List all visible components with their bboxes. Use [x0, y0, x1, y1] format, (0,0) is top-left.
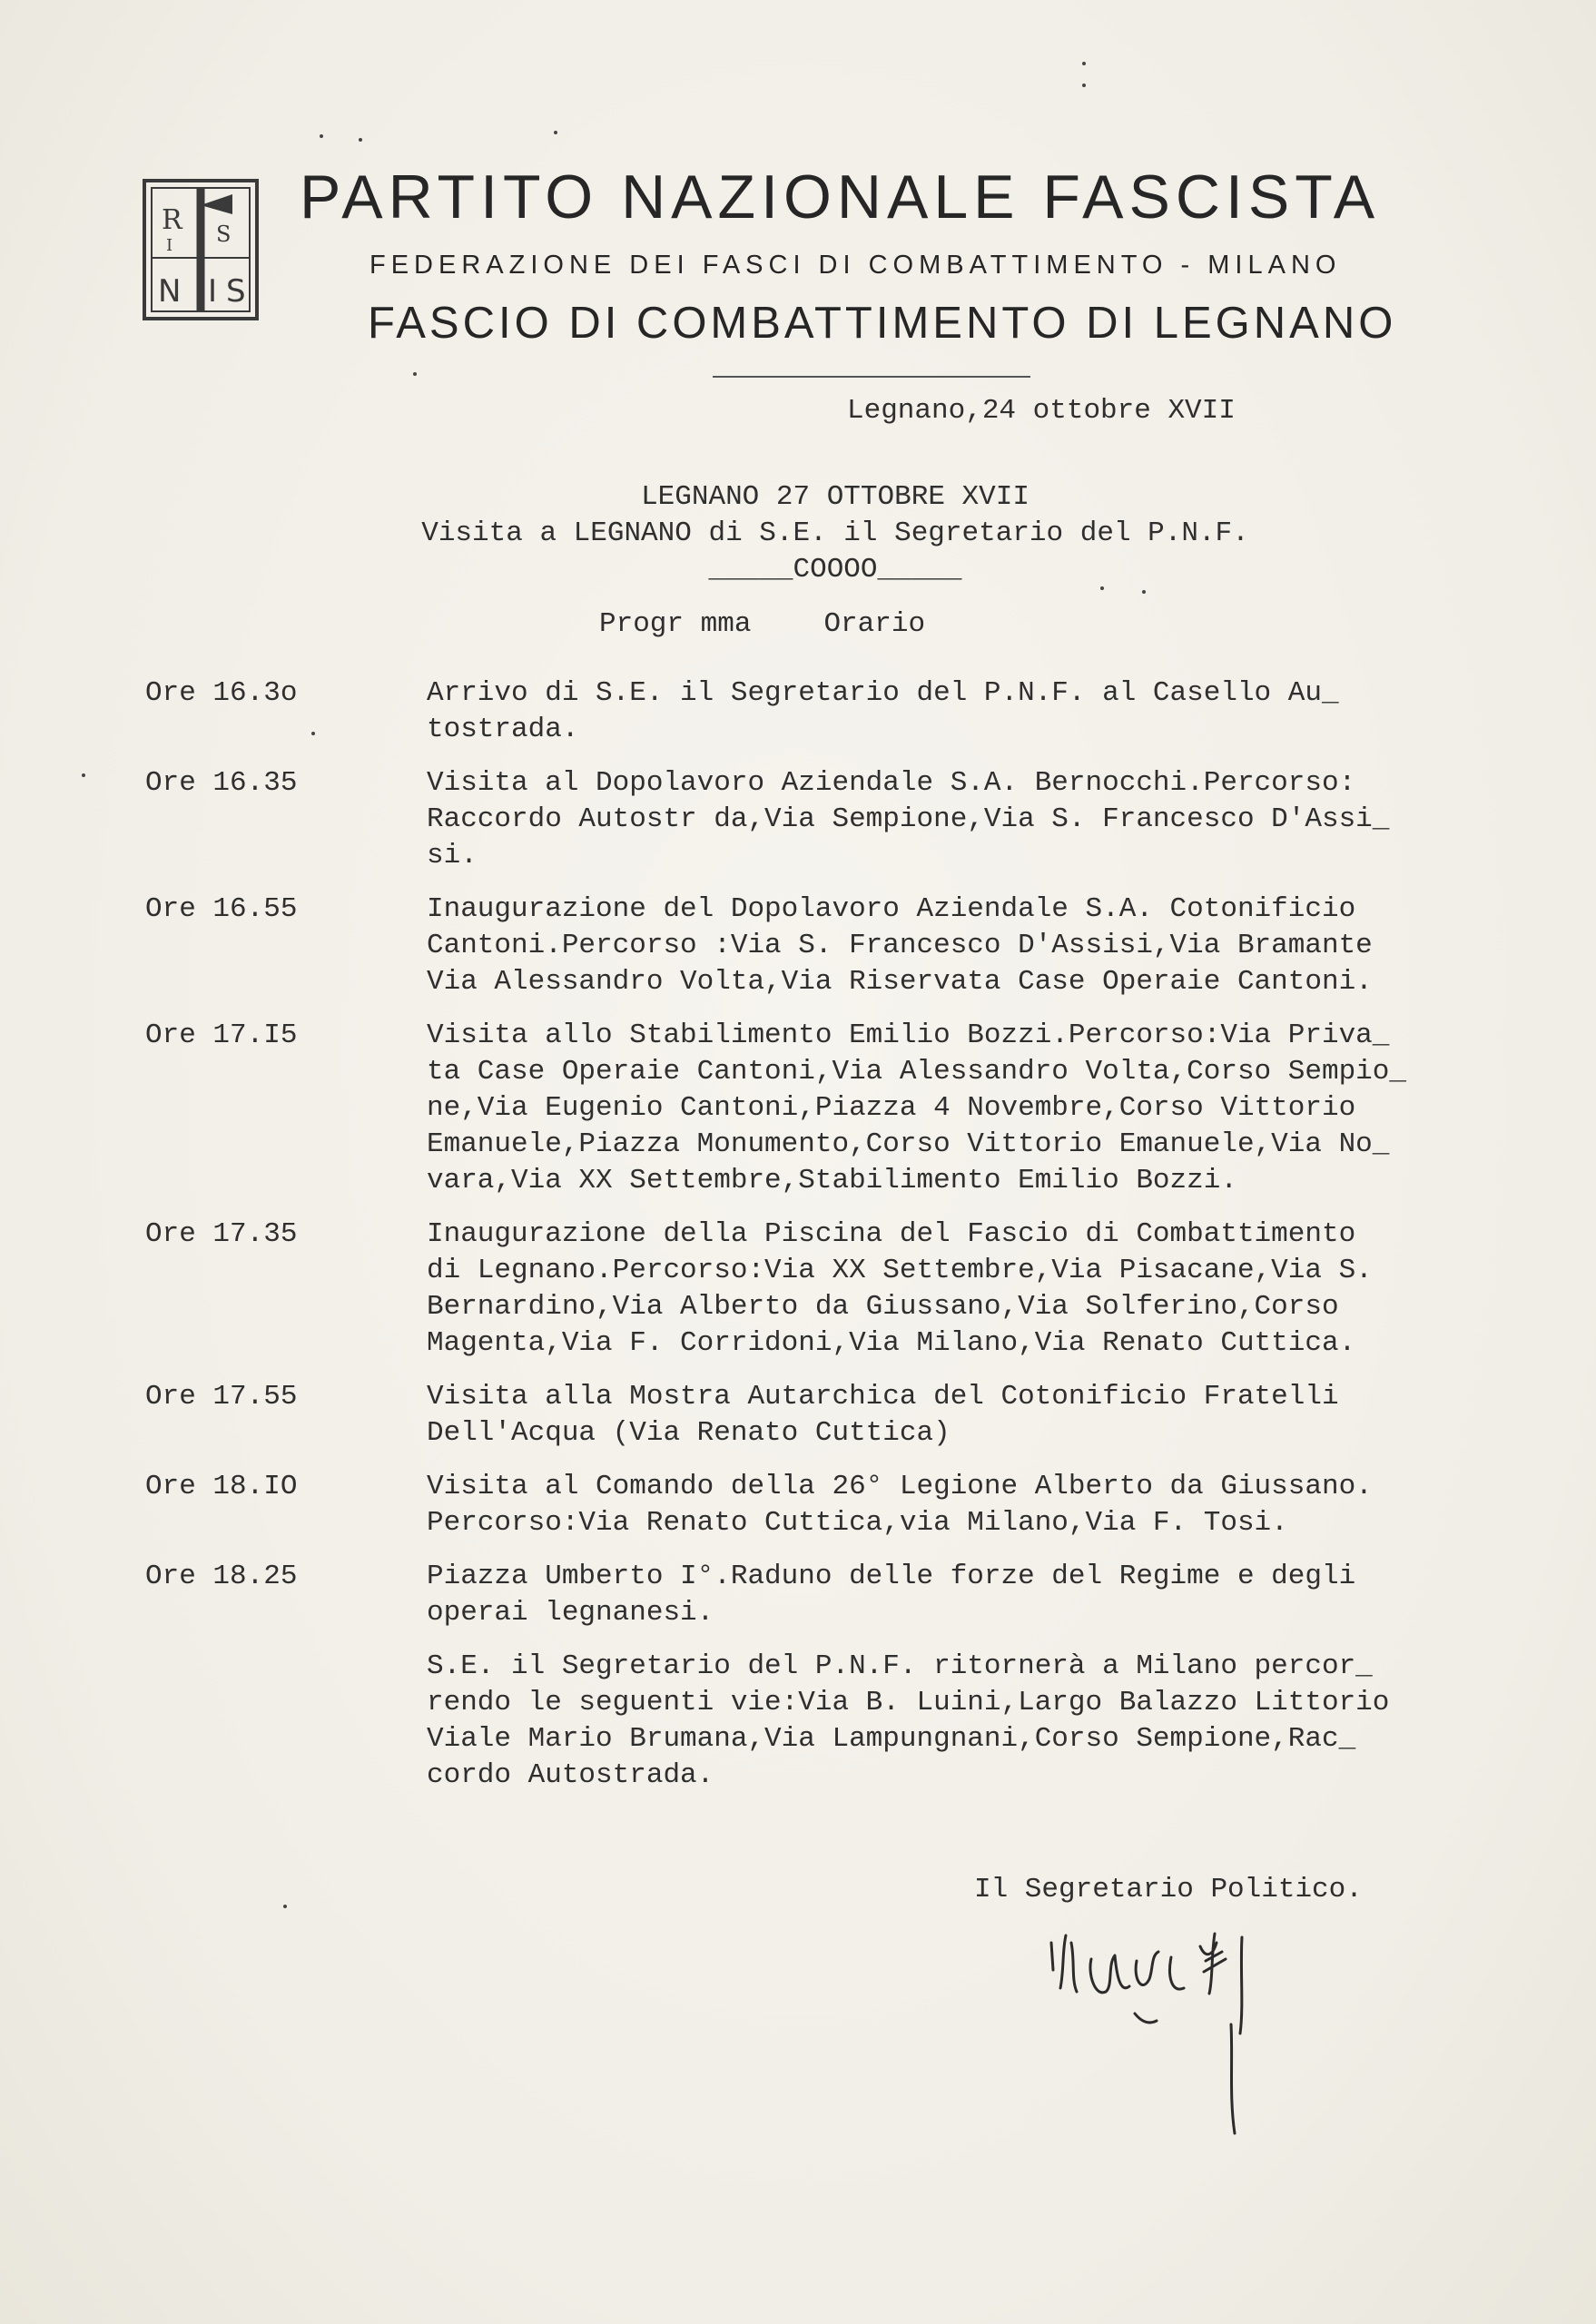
title-line-1: LEGNANO 27 OTTOBRE XVII	[641, 481, 1030, 513]
program-headings	[599, 606, 925, 643]
signature-title: Il Segretario Politico.	[974, 1874, 1363, 1905]
schedule-row	[145, 1216, 1507, 1362]
schedule-row	[145, 765, 1507, 874]
emblem-letter: S	[216, 222, 232, 247]
schedule-time: Ore 16.3o	[145, 677, 298, 709]
schedule-row	[145, 675, 1507, 748]
emblem-letter: R	[162, 204, 182, 236]
heading-program: Progr mma	[599, 608, 752, 640]
schedule-description: Inaugurazione della Piscina del Fascio di Combattimento di Legnano.Percorso:Via XX Settembre,Via Pisacane,Via S. Bernardino,Via Alberto da Giussano,Via Solferino,Corso Magenta,Via F. Corridoni,Via Milano,Via Renato Cuttica.	[427, 1218, 1373, 1359]
party-emblem	[142, 178, 260, 321]
emblem-letter: S	[226, 273, 246, 310]
letterhead-party: PARTITO NAZIONALE FASCISTA	[300, 162, 1381, 231]
date-line: Legnano,24 ottobre XVII	[847, 395, 1236, 427]
schedule-time: Ore 18.IO	[145, 1471, 298, 1502]
schedule-time: Ore 18.25	[145, 1561, 298, 1592]
schedule-time: Ore 17.I5	[145, 1019, 298, 1051]
heading-schedule: Orario	[823, 608, 926, 640]
schedule-time: Ore 16.55	[145, 893, 298, 925]
title-separator: _____COOOO_____	[708, 554, 962, 586]
letterhead-fascio: FASCIO DI COMBATTIMENTO DI LEGNANO	[368, 299, 1397, 348]
schedule-description: Piazza Umberto I°.Raduno delle forze del Regime e degli operai legnanesi.	[427, 1561, 1356, 1629]
closing-paragraph: S.E. il Segretario del P.N.F. ritornerà a Milano percor_ rendo le seguenti vie:Via B. Luini,Largo Balazzo Littorio Viale Mario Brumana,Via Lampungnani,Corso Sempione,Rac_ cordo Autostrada.	[427, 1650, 1390, 1791]
emblem-letter: N	[158, 273, 182, 310]
title-block	[345, 479, 1325, 588]
handwritten-signature	[1035, 1915, 1380, 2152]
schedule-row	[145, 1469, 1507, 1541]
schedule-description: Visita al Dopolavoro Aziendale S.A. Bernocchi.Percorso: Raccordo Autostr da,Via Sempione,Via S. Francesco D'Assi_ si.	[427, 767, 1390, 872]
schedule-description: Arrivo di S.E. il Segretario del P.N.F. al Casello Au_ tostrada.	[427, 677, 1339, 745]
schedule-time: Ore 16.35	[145, 767, 298, 799]
schedule-row	[145, 1559, 1507, 1631]
schedule-description: Visita alla Mostra Autarchica del Cotonificio Fratelli Dell'Acqua (Via Renato Cuttica)	[427, 1381, 1339, 1449]
title-line-2: Visita a LEGNANO di S.E. il Segretario del P.N.F.	[421, 517, 1249, 549]
schedule-description: Visita allo Stabilimento Emilio Bozzi.Percorso:Via Priva_ ta Case Operaie Cantoni,Via Alessandro Volta,Corso Sempio_ ne,Via Eugenio Cantoni,Piazza 4 Novembre,Corso Vittorio Emanuele,Piazza Monumento,Corso Vittorio Emanuele,Via No_ vara,Via XX Settembre,Stabilimento Emilio Bozzi.	[427, 1019, 1406, 1196]
emblem-letter: I	[166, 236, 173, 255]
schedule-description: Inaugurazione del Dopolavoro Aziendale S.A. Cotonificio Cantoni.Percorso :Via S. Francesco D'Assisi,Via Bramante Via Alessandro Volta,Via Riservata Case Operaie Cantoni.	[427, 893, 1373, 998]
schedule-row	[145, 1379, 1507, 1452]
emblem-letter: I	[208, 273, 218, 310]
schedule-row	[145, 1018, 1507, 1199]
schedule-row	[145, 891, 1507, 1000]
schedule-time: Ore 17.55	[145, 1381, 298, 1413]
schedule-list	[145, 675, 1507, 1794]
schedule-description: Visita al Comando della 26° Legione Alberto da Giussano. Percorso:Via Renato Cuttica,via Milano,Via F. Tosi.	[427, 1471, 1373, 1539]
letterhead-federation: FEDERAZIONE DEI FASCI DI COMBATTIMENTO - MILANO	[369, 251, 1342, 280]
letterhead-rule	[713, 376, 1030, 378]
schedule-time: Ore 17.35	[145, 1218, 298, 1250]
